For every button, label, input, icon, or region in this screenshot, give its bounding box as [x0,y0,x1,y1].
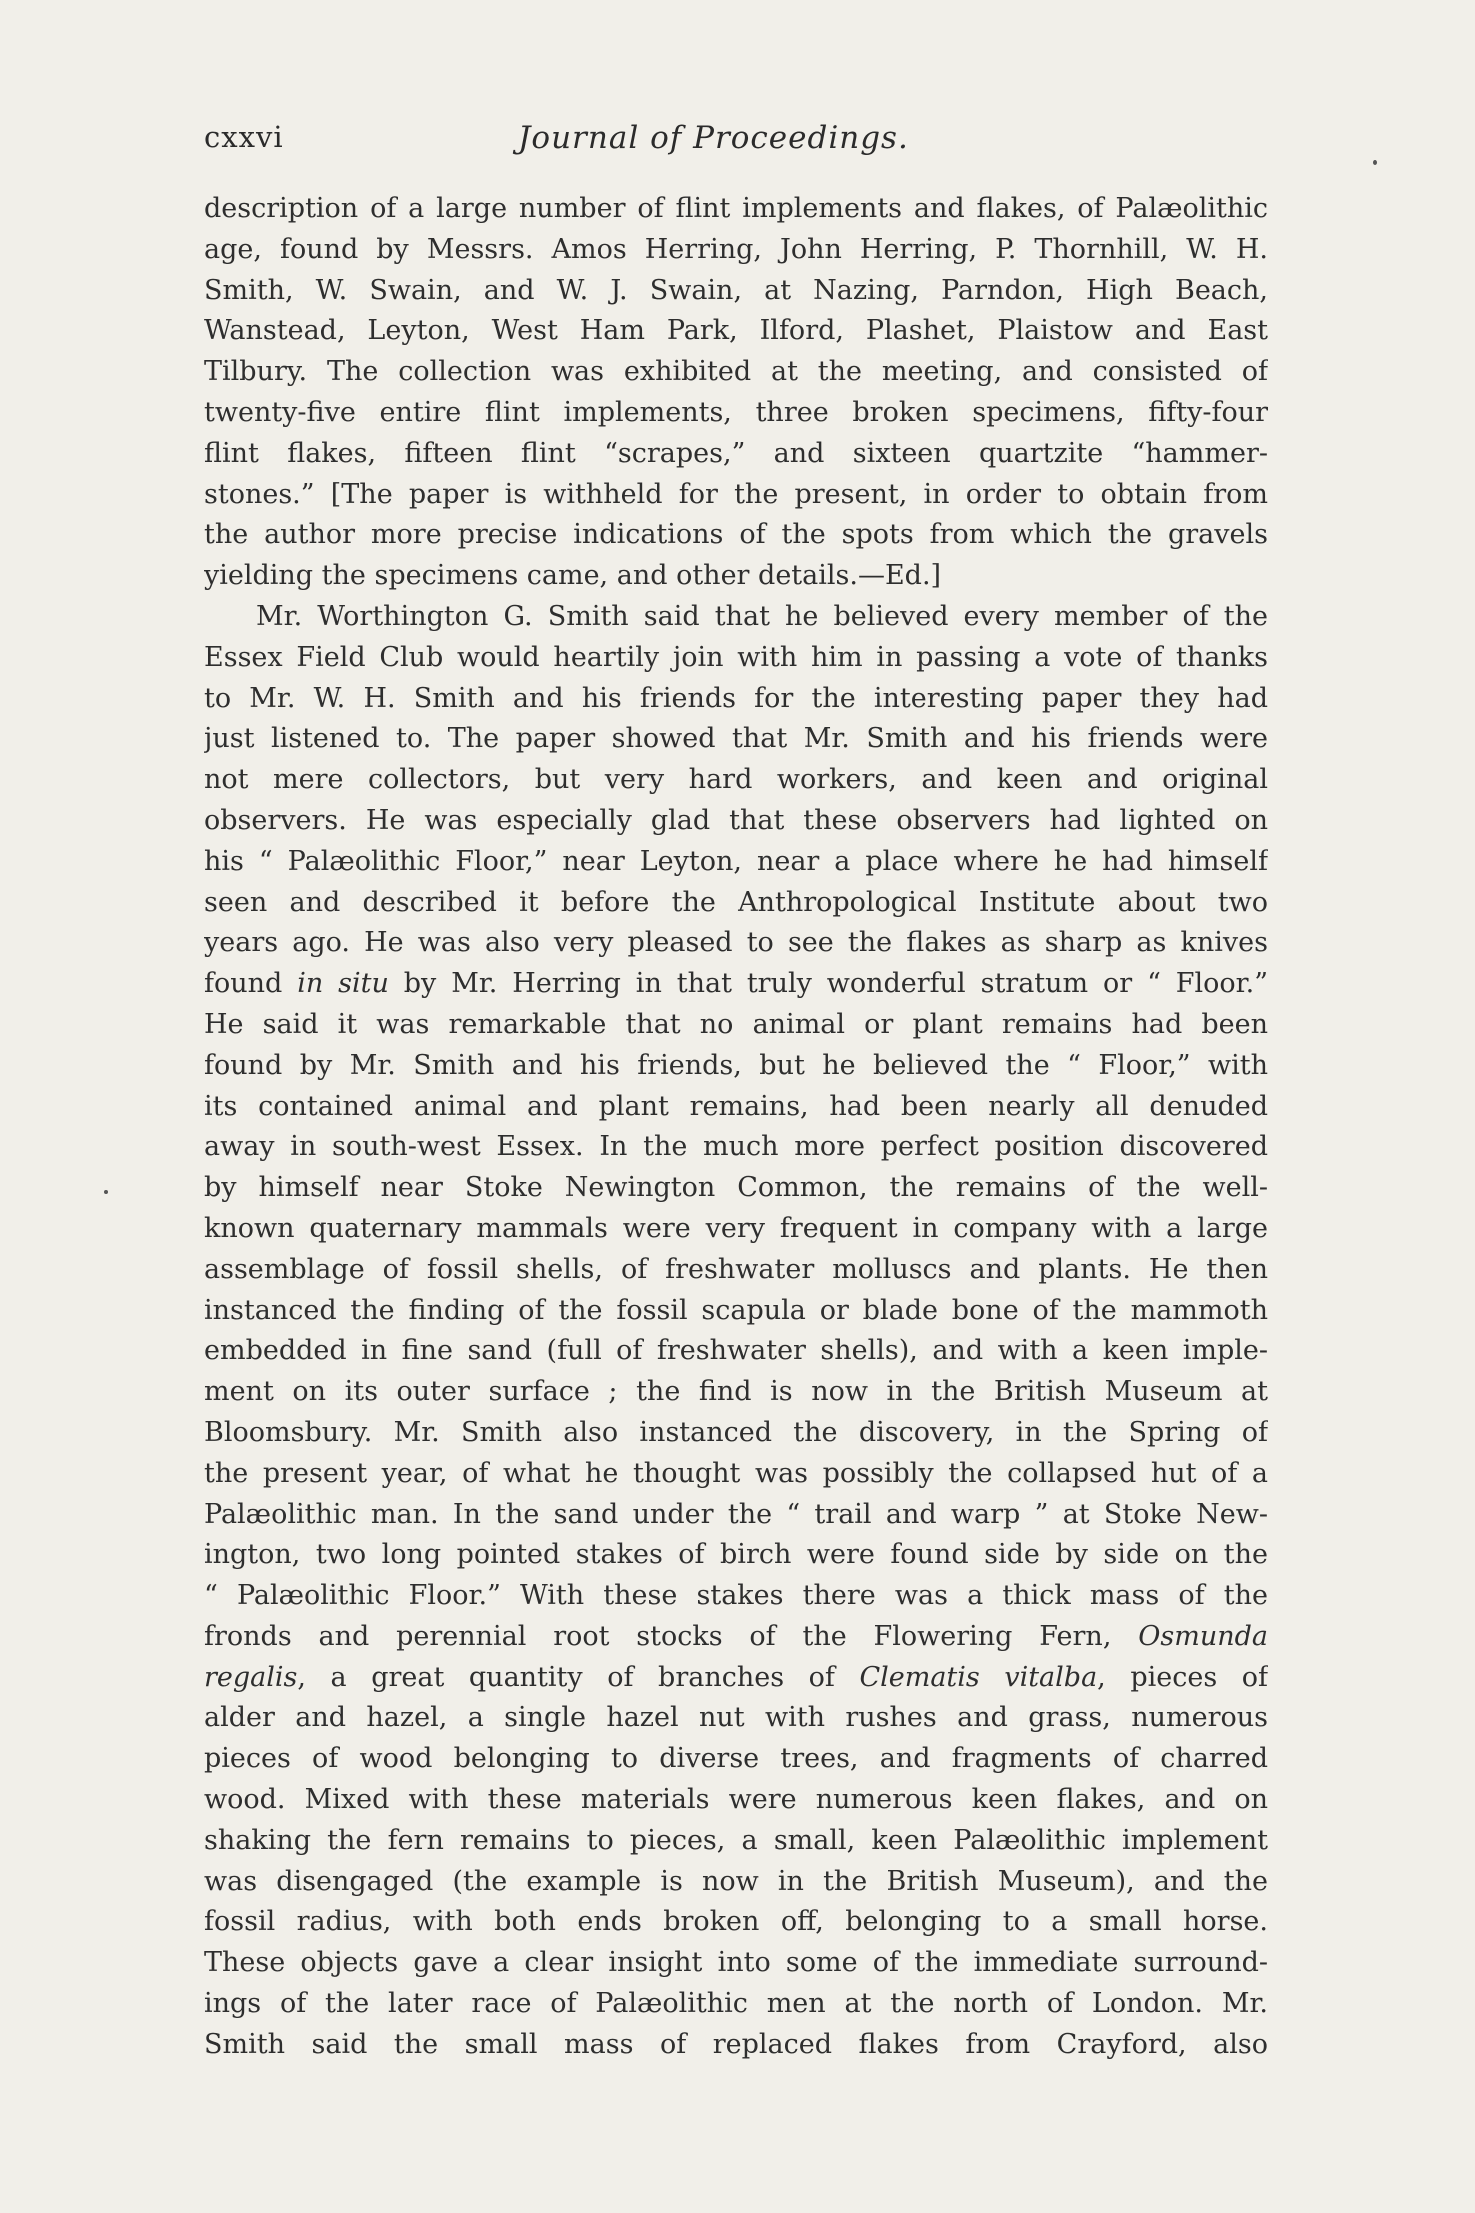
text-line: found by Mr. Smith and his friends, but he believed the “ Floor,” with [204,1049,1268,1081]
text-line: These objects gave a clear insight into some of the immediate surround- [204,1947,1268,1979]
text-line: just listened to. The paper showed that Mr. Smith and his friends were [204,723,1268,755]
text-line: not mere collectors, but very hard workers, and keen and original [204,764,1268,796]
text-line: assemblage of fossil shells, of freshwater molluscs and plants. He then [204,1253,1268,1285]
scan-speck [1373,160,1377,165]
text-line: Bloomsbury. Mr. Smith also instanced the discovery, in the Spring of [204,1416,1268,1448]
text-line: age, found by Messrs. Amos Herring, John Herring, P. Thornhill, W. H. [204,233,1268,265]
text-line: “ Palæolithic Floor.” With these stakes there was a thick mass of the [204,1580,1268,1612]
text-line: ington, two long pointed stakes of birch were found side by side on the [204,1539,1268,1571]
text-line: Wanstead, Leyton, West Ham Park, Ilford, Plashet, Plaistow and East [204,315,1268,347]
text-line: Essex Field Club would heartily join with him in passing a vote of thanks [204,641,1268,673]
text-line: embedded in fine sand (full of freshwater shells), and with a keen imple- [204,1335,1268,1367]
text-line: Mr. Worthington G. Smith said that he believed every member of the [256,600,1268,632]
text-line: yielding the specimens came, and other details.—Ed.] [204,560,942,592]
page-number: cxxvi [204,120,284,154]
text-line: flint flakes, fifteen flint “scrapes,” and sixteen quartzite “hammer- [204,437,1268,469]
text-line: found in situ by Mr. Herring in that truly wonderful stratum or “ Floor.” [204,968,1268,1000]
text-line: known quaternary mammals were very frequent in company with a large [204,1212,1268,1244]
running-head [204,120,1268,180]
text-line: its contained animal and plant remains, had been nearly all denuded [204,1090,1268,1122]
text-line: shaking the fern remains to pieces, a small, keen Palæolithic implement [204,1824,1268,1856]
text-line: Smith said the small mass of replaced flakes from Crayford, also [204,2028,1268,2060]
text-line: to Mr. W. H. Smith and his friends for the interesting paper they had [204,682,1268,714]
text-line: pieces of wood belonging to diverse trees, and fragments of charred [204,1743,1268,1775]
text-line: twenty-five entire flint implements, three broken specimens, fifty-four [204,396,1268,428]
text-line: his “ Palæolithic Floor,” near Leyton, near a place where he had himself [204,845,1268,877]
text-line: Palæolithic man. In the sand under the “ trail and warp ” at Stoke New- [204,1498,1268,1530]
text-line: ment on its outer surface ; the find is now in the British Museum at [204,1376,1268,1408]
text-line: ings of the later race of Palæolithic men at the north of London. Mr. [204,1988,1268,2020]
text-line: alder and hazel, a single hazel nut with rushes and grass, numerous [204,1702,1268,1734]
body-text [204,189,1268,2066]
text-line: Tilbury. The collection was exhibited at the meeting, and consisted of [204,356,1268,388]
text-line: away in south-west Essex. In the much more perfect position discovered [204,1131,1268,1163]
text-line: observers. He was especially glad that these observers had lighted on [204,804,1268,836]
text-line: instanced the finding of the fossil scapula or blade bone of the mammoth [204,1294,1268,1326]
text-line: fossil radius, with both ends broken off, belonging to a small horse. [204,1906,1268,1938]
text-line: by himself near Stoke Newington Common, the remains of the well- [204,1172,1268,1204]
text-line: stones.” [The paper is withheld for the present, in order to obtain from [204,478,1268,510]
text-line: years ago. He was also very pleased to see the flakes as sharp as knives [204,927,1268,959]
running-title: Journal of Proceedings. [518,120,909,156]
text-line: the author more precise indications of the spots from which the gravels [204,519,1268,551]
text-line: the present year, of what he thought was possibly the collapsed hut of a [204,1457,1268,1489]
text-line: fronds and perennial root stocks of the Flowering Fern, Osmunda [204,1620,1268,1652]
text-line: wood. Mixed with these materials were numerous keen flakes, and on [204,1784,1268,1816]
text-line: He said it was remarkable that no animal or plant remains had been [204,1008,1268,1040]
text-line: Smith, W. Swain, and W. J. Swain, at Nazing, Parndon, High Beach, [204,274,1268,306]
text-line: seen and described it before the Anthropological Institute about two [204,886,1268,918]
text-line: description of a large number of flint implements and flakes, of Palæolithic [204,193,1268,224]
scan-speck [104,1190,108,1194]
text-line: was disengaged (the example is now in the British Museum), and the [204,1865,1268,1897]
text-line: regalis, a great quantity of branches of Clematis vitalba, pieces of [204,1661,1268,1693]
